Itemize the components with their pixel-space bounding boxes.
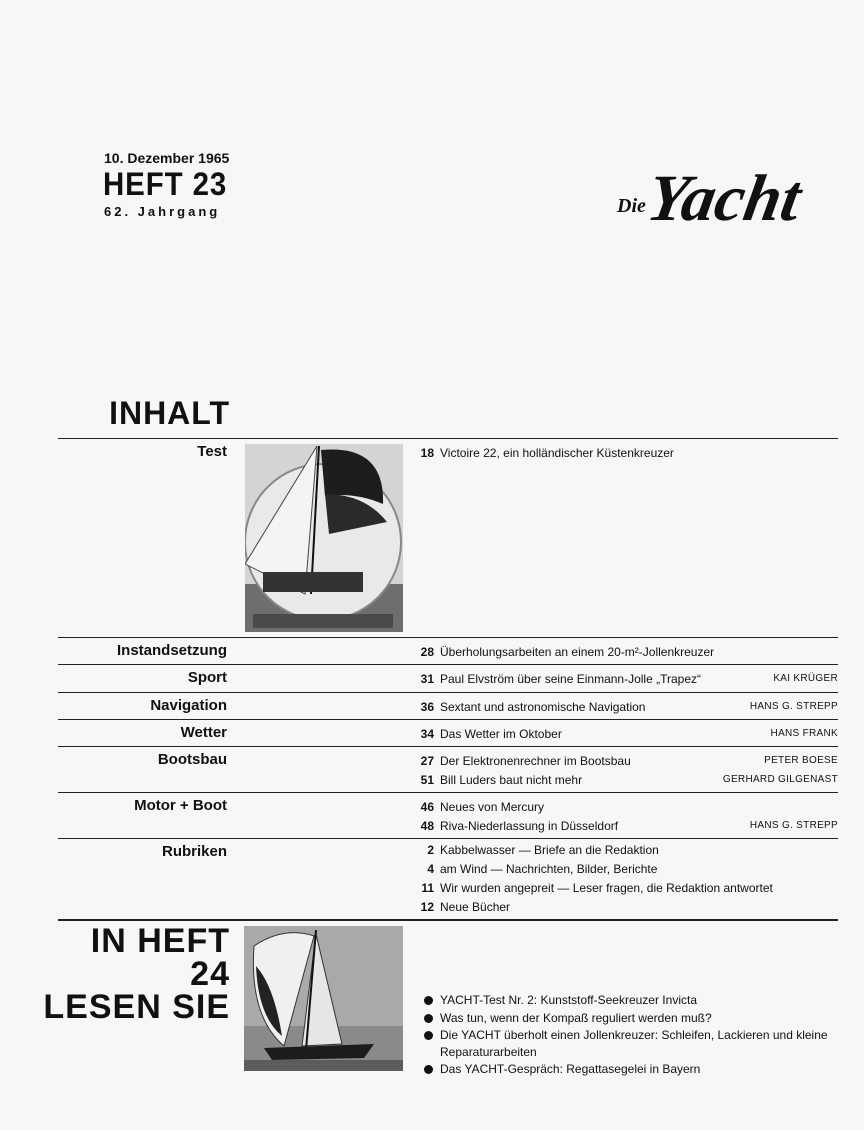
toc-entry	[416, 862, 840, 876]
toc-entry	[416, 727, 840, 741]
divider	[58, 838, 838, 839]
preview-text: Das YACHT-Gespräch: Regattasegelei in Bayern	[440, 1062, 701, 1076]
entry-title: Überholungsarbeiten an einem 20-m²-Jollenkreuzer	[440, 645, 715, 659]
divider	[58, 438, 838, 439]
volume-year: 62. Jahrgang	[104, 204, 221, 219]
category-motor-boot: Motor + Boot	[134, 797, 227, 814]
page-number: 48	[420, 819, 434, 833]
toc-entry	[416, 881, 840, 895]
issue-date: 10. Dezember 1965	[104, 150, 230, 166]
page-number: 31	[420, 672, 434, 686]
category-bootsbau: Bootsbau	[157, 751, 227, 768]
page-number: 51	[420, 773, 434, 787]
category-test: Test	[197, 443, 227, 460]
entry-title: Riva-Niederlassung in Düsseldorf	[440, 819, 619, 833]
sailboat-photo	[245, 444, 403, 632]
bullet-icon	[424, 996, 433, 1005]
toc-entry	[416, 773, 840, 787]
next-issue-line: 24	[190, 955, 230, 993]
divider	[58, 664, 838, 665]
entry-author: GERHARD GILGENAST	[722, 774, 838, 785]
entry-author: KAI KRÜGER	[773, 673, 838, 684]
entry-title: Wir wurden angepreit — Leser fragen, die Redaktion antwortet	[440, 881, 773, 895]
entry-title: Bill Luders baut nicht mehr	[440, 773, 583, 787]
preview-item	[424, 1010, 840, 1027]
toc-entry	[416, 672, 840, 686]
preview-text: Die YACHT überholt einen Jollenkreuzer: Schleifen, Lackieren und kleine Reparaturarbeiten	[440, 1028, 828, 1059]
entry-author: PETER BOESE	[764, 755, 838, 766]
page-number: 34	[420, 727, 434, 741]
category-rubriken: Rubriken	[161, 843, 227, 860]
preview-item	[424, 992, 840, 1009]
die-yacht-logo	[615, 150, 845, 245]
category-sport: Sport	[187, 669, 227, 686]
preview-text: YACHT-Test Nr. 2: Kunststoff-Seekreuzer Invicta	[440, 993, 697, 1007]
contents-heading: INHALT	[109, 395, 230, 431]
spinnaker-photo	[244, 926, 403, 1071]
preview-text: Was tun, wenn der Kompaß reguliert werden muß?	[440, 1011, 712, 1025]
divider	[58, 792, 838, 793]
entry-author: HANS G. STREPP	[749, 820, 838, 831]
entry-author: HANS FRANK	[770, 728, 838, 739]
toc-entry	[416, 800, 840, 814]
toc-entry	[416, 446, 840, 460]
entry-title: am Wind — Nachrichten, Bilder, Berichte	[440, 862, 658, 876]
toc-entry	[416, 843, 840, 857]
category-navigation: Navigation	[150, 697, 227, 714]
page-number: 36	[420, 700, 434, 714]
entry-title: Das Wetter im Oktober	[440, 727, 562, 741]
page-number: 11	[421, 881, 434, 895]
toc-entry	[416, 900, 840, 914]
divider	[58, 692, 838, 693]
divider	[58, 637, 838, 638]
category-wetter: Wetter	[180, 724, 227, 741]
next-issue-line: IN HEFT	[90, 922, 230, 960]
toc-entry	[416, 819, 840, 833]
divider	[58, 919, 838, 921]
entry-title: Neues von Mercury	[440, 800, 545, 814]
page-number: 46	[420, 800, 434, 814]
page-number: 2	[427, 843, 434, 857]
divider	[58, 746, 838, 747]
page-number: 4	[427, 862, 434, 876]
preview-item	[424, 1027, 840, 1061]
toc-entry	[416, 700, 840, 714]
toc-entry	[416, 645, 840, 659]
category-instandsetzung: Instandsetzung	[116, 642, 227, 659]
page-number: 28	[420, 645, 434, 659]
entry-title: Paul Elvström über seine Einmann-Jolle „Trapez“	[440, 672, 701, 686]
bullet-icon	[424, 1065, 433, 1074]
bullet-icon	[424, 1031, 433, 1040]
logo-name: Yacht	[642, 162, 807, 235]
bullet-icon	[424, 1014, 433, 1023]
entry-author: HANS G. STREPP	[749, 701, 838, 712]
next-issue-line: LESEN SIE	[43, 988, 230, 1026]
logo-prefix: Die	[617, 195, 646, 217]
page-number: 12	[420, 900, 434, 914]
entry-title: Victoire 22, ein holländischer Küstenkreuzer	[440, 446, 674, 460]
entry-title: Der Elektronenrechner im Bootsbau	[440, 754, 631, 768]
preview-item	[424, 1061, 840, 1078]
page-number: 18	[420, 446, 434, 460]
entry-title: Kabbelwasser — Briefe an die Redaktion	[440, 843, 659, 857]
divider	[58, 719, 838, 720]
entry-title: Sextant und astronomische Navigation	[440, 700, 646, 714]
entry-title: Neue Bücher	[440, 900, 511, 914]
next-issue-heading	[43, 922, 230, 1026]
issue-number: HEFT 23	[103, 166, 228, 202]
page-number: 27	[420, 754, 434, 768]
toc-entry	[416, 754, 840, 768]
